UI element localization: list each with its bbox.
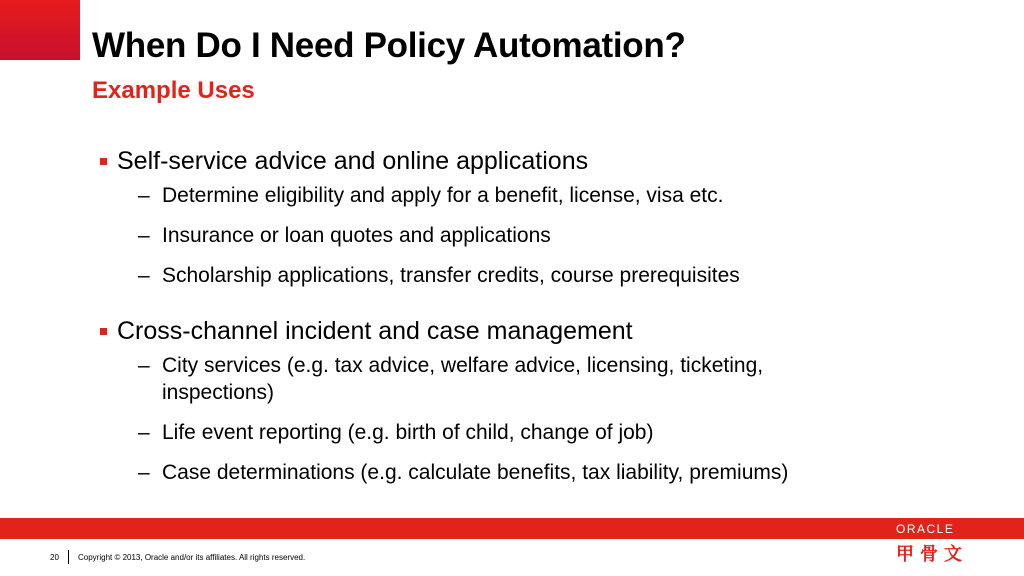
bullet-cross-channel — [96, 314, 996, 486]
slide-content — [96, 144, 996, 499]
footer-divider — [68, 550, 69, 564]
oracle-chinese-logo: 甲骨文 — [896, 544, 968, 565]
list-item — [96, 262, 996, 289]
bullet-self-service — [96, 144, 996, 289]
list-item — [96, 352, 996, 406]
bullet-text: Self-service advice and online applications — [117, 147, 589, 175]
dash-icon: – — [138, 264, 150, 287]
dash-icon: – — [138, 224, 150, 247]
list-item-text: Determine eligibility and apply for a benefit, license, visa etc. — [162, 184, 724, 207]
square-bullet-icon — [100, 158, 107, 165]
list-item-text: Life event reporting (e.g. birth of child, change of job) — [162, 421, 654, 444]
copyright-notice: Copyright © 2013, Oracle and/or its affiliates. All rights reserved. — [78, 553, 306, 562]
footer-bar — [0, 518, 1024, 539]
list-item — [96, 222, 996, 249]
list-item-text: City services (e.g. tax advice, welfare advice, licensing, ticketing, inspections) — [162, 354, 764, 404]
dash-icon: – — [138, 184, 150, 207]
square-bullet-icon — [100, 328, 107, 335]
list-item — [96, 182, 996, 209]
list-item — [96, 419, 996, 446]
slide-subtitle: Example Uses — [92, 77, 255, 104]
list-item-text: Case determinations (e.g. calculate benefits, tax liability, premiums) — [162, 461, 789, 484]
oracle-logo: ORACLE — [896, 522, 955, 536]
bullet-text: Cross-channel incident and case management — [117, 317, 633, 345]
dash-icon: – — [138, 461, 150, 484]
slide-title: When Do I Need Policy Automation? — [92, 26, 686, 65]
sub-list — [96, 182, 996, 289]
sub-list — [96, 352, 996, 486]
list-item-text: Scholarship applications, transfer credits, course prerequisites — [162, 264, 740, 287]
list-item — [96, 459, 996, 486]
page-number: 20 — [50, 553, 59, 562]
corner-brand-mark — [0, 0, 80, 60]
dash-icon: – — [138, 421, 150, 444]
dash-icon: – — [138, 354, 150, 377]
list-item-text: Insurance or loan quotes and applications — [162, 224, 551, 247]
